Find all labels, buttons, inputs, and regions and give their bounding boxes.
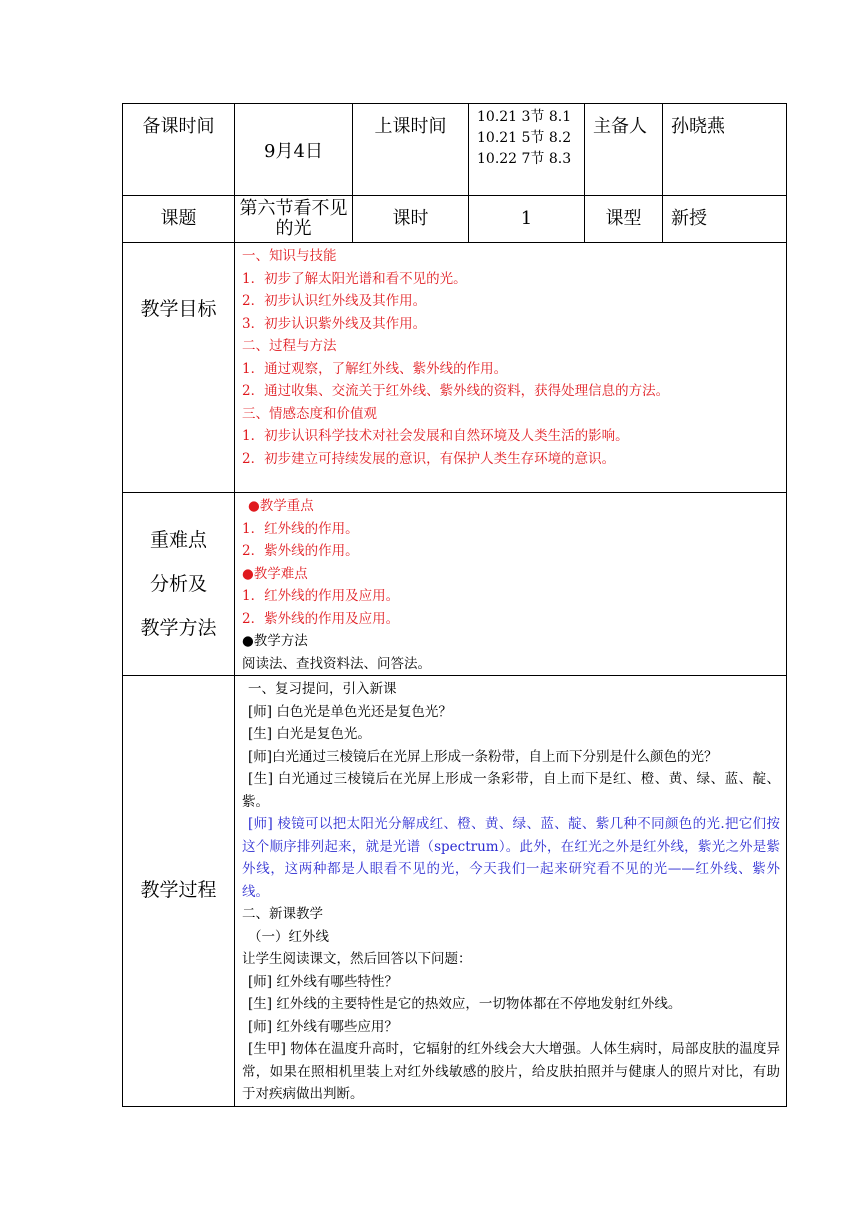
process-line: 让学生阅读课文，然后回答以下问题： <box>242 951 472 967</box>
topic-label: 课题 <box>123 196 235 243</box>
process-line: 二、新课教学 <box>242 906 323 922</box>
process-line: [师] 红外线有哪些特性？ <box>248 973 398 990</box>
process-line: [师] 棱镜可以把太阳光分解成红、橙、黄、绿、蓝、靛、紫几种不同颜色的光.把它们按这个顺序排列起来，就是光谱（spectrum）。此外，在红光之外是红外线，紫光之外是紫外线，这两种都是人眼看不见的光，今天我们一起来研究看不见的光——红外线、紫外线。 <box>242 816 780 900</box>
objective-line: 1．通过观察，了解红外线、紫外线的作用。 <box>242 360 508 377</box>
process-line: [师]白光通过三棱镜后在光屏上形成一条粉带，自上而下分别是什么颜色的光？ <box>248 748 718 765</box>
difficulty-item: 2．紫外线的作用及应用。 <box>242 610 400 627</box>
schedule-line: 10.21 3节 8.1 <box>477 109 572 125</box>
prep-time-value: 9月4日 <box>235 104 353 196</box>
key-points-row <box>123 493 787 676</box>
lead-teacher-value: 孙晓燕 <box>663 104 787 196</box>
key-points-label-line: 分析及 <box>149 573 207 595</box>
process-line: [生] 白光是复色光。 <box>248 726 371 742</box>
key-points-label <box>123 493 235 676</box>
focus-item: 2．紫外线的作用。 <box>242 543 359 559</box>
schedule-line: 10.22 7节 8.3 <box>477 151 572 167</box>
process-label: 教学过程 <box>123 676 235 1107</box>
key-points-content <box>235 493 787 676</box>
process-content <box>235 676 787 1107</box>
process-line: [生] 白光通过三棱镜后在光屏上形成一条彩带，自上而下是红、橙、黄、绿、蓝、靛、紫。 <box>242 771 780 810</box>
objective-line: 3．初步认识紫外线及其作用。 <box>242 315 427 332</box>
objective-line: 三、情感态度和价值观 <box>242 405 377 422</box>
focus-item: 1．红外线的作用。 <box>242 520 359 537</box>
process-line: 一、复习提问，引入新课 <box>248 681 397 697</box>
objective-line: 2．初步建立可持续发展的意识，有保护人类生存环境的意识。 <box>242 450 616 467</box>
key-points-label-line: 教学方法 <box>140 617 217 639</box>
process-line: [师] 白色光是单色光还是复色光？ <box>248 703 452 720</box>
objective-line: 2．通过收集、交流关于红外线、紫外线的资料，获得处理信息的方法。 <box>242 383 670 399</box>
process-line: [生] 红外线的主要特性是它的热效应，一切物体都在不停地发射红外线。 <box>248 996 682 1012</box>
objectives-content <box>235 243 787 493</box>
method-heading: ●教学方法 <box>242 633 308 649</box>
process-line: [生甲] 物体在温度升高时，它辐射的红外线会大大增强。人体生病时，局部皮肤的温度异常，如果在照相机里装上对红外线敏感的胶片，给皮肤拍照并与健康人的照片对比，有助于对疾病做出判断。 <box>242 1041 780 1102</box>
hours-value: 1 <box>469 196 585 243</box>
topic-row <box>123 196 787 243</box>
header-row <box>123 104 787 196</box>
class-time-label: 上课时间 <box>353 104 469 196</box>
difficulty-heading: ●教学难点 <box>242 565 308 582</box>
hours-label: 课时 <box>353 196 469 243</box>
objective-line: 2．初步认识红外线及其作用。 <box>242 293 427 309</box>
lead-teacher-label: 主备人 <box>585 104 663 196</box>
process-row <box>123 676 787 1107</box>
objective-line: 一、知识与技能 <box>242 248 337 264</box>
process-line: [师] 红外线有哪些应用？ <box>248 1018 398 1035</box>
difficulty-item: 1．红外线的作用及应用。 <box>242 588 400 604</box>
topic-value: 第六节看不见的光 <box>235 196 353 243</box>
lesson-type-value: 新授 <box>663 196 787 243</box>
objectives-label: 教学目标 <box>123 243 235 493</box>
focus-heading: ●教学重点 <box>248 498 314 514</box>
objective-line: 二、过程与方法 <box>242 338 337 354</box>
lesson-type-label: 课型 <box>585 196 663 243</box>
schedule-line: 10.21 5节 8.2 <box>477 130 572 146</box>
class-schedule <box>469 104 585 196</box>
objective-line: 1．初步了解太阳光谱和看不见的光。 <box>242 270 467 287</box>
process-line: （一）红外线 <box>248 928 329 945</box>
objective-line: 1．初步认识科学技术对社会发展和自然环境及人类生活的影响。 <box>242 428 629 444</box>
lesson-plan-table <box>122 103 787 1107</box>
method-text: 阅读法、查找资料法、问答法。 <box>242 655 431 672</box>
key-points-label-line: 重难点 <box>149 529 207 551</box>
objectives-row <box>123 243 787 493</box>
prep-time-label: 备课时间 <box>123 104 235 196</box>
